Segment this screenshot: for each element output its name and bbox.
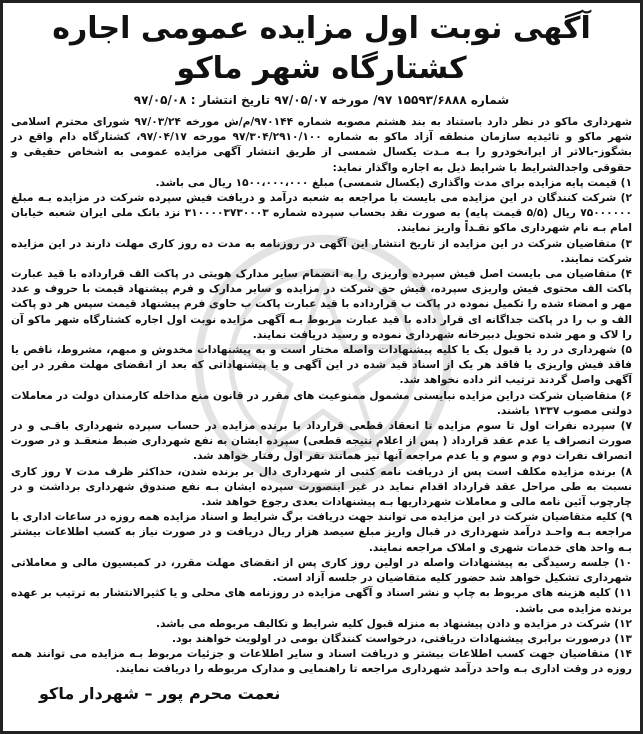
clause-9: ۹) کلیه متقاضیان شرکت در این مزایده می توانند جهت دریافت برگ شرایط و اسناد مزایده همه روزه در ساعات اداری با مراجعه بـه واحـد درآمد شهرداری در قبال واریز مبلغ سیصد هزار ریال دریافت و در صورت نیاز به کسب اطلاعات بیشتر بـه واحد های خدمات شهری و املاک مراجعه نمایند. bbox=[11, 511, 632, 554]
clause-4: ۴) متقاضیان می بایست اصل فیش سپرده واریزی را به انضمام سایر مدارک هویتی در پاکت الف قرارداده با قید عبارت پاکت الف محتوی فیش واریزی سپرده، فیش حق شرکت در مزایده و سایر مدارک و فرم پیشنهاد قیمت با حروف و عدد مهر و امضاء شده را تکمیل نموده در پاکت ب قرارداده با قید عبارت پاکت ب حاوی فرم پیشنهاد قیمت سپس هر دو پاکت الف و ب را در پاکت جداگانه ای قرار داده با قید عبارت مربوط بـه آگهی مزایده نوبت اول اجاره کشتارگاه شهر ماکو آن را لاک و مهر شده تحویل دبیرخانه شهرداری نموده و رسید دریافت نمایند. bbox=[11, 268, 632, 341]
clause-8: ۸) برنده مزایده مکلف است پس از دریافت نامه کتبی از شهرداری دال بر برنده شدن، حداکثر ظرف مدت ۷ روز کاری نسبت به طی مراحل عقد قرارداد اقدام نماید در غیر اینصورت سپرده ایشان بـه نفع صندوق شهرداری برداشت و در چارچوب آئین نامه مالی و معاملات شهرداریها بـه پیشنهادات بعدی رجوع خواهد شد. bbox=[11, 465, 632, 509]
signature: نعمت محرم پور – شهردار ماکو bbox=[39, 683, 281, 703]
clause-7: ۷) سپرده نفرات اول تا سوم مزایده تا انعقاد قطعی قرارداد با برنده مزایده در حساب سپرده شهرداری باقـی و در صورت انصراف یا عدم عقد قرارداد ( پس از اعلام نتیجه قطعی) سپرده ایشان به نفع شهرداری ضبط منعقـد و در صورت انصراف نفرات دوم و سوم و یا عدم مراجعه آنها نیز همانند نفر اول رفتار خواهد شد. bbox=[11, 420, 632, 463]
clause-2: ۲) شرکت کنندگان در این مزایده می بایست با مراجعه به شعبه درآمد و دریافت فیش سپرده شرکت در مزایده بـه مبلغ ۷۵۰۰۰۰۰۰ ریال (۵/۵ قیمت پایه) به صورت نقد بحساب سپرده شماره ۳۱۰۰۰۰۳۷۳۰۰۰۳ نزد بانک ملی ایران شعبه خیابان امام بـه نام شهرداری ماکو نقـداً واریز نمایند. bbox=[11, 192, 632, 235]
clause-6: ۶) متقاضیان شرکت دراین مزایده نبایستی مشمول ممنوعیت های مقرر در قانون منع مداخله کارمندان دولت در معاملات دولتی مصوب ۱۳۳۷ باشند. bbox=[11, 389, 632, 417]
clause-12: ۱۲) شرکت در مزایده و دادن پیشنهاد به منزله قبول کلیه شرایط و تکالیف مربوطه می باشد. bbox=[156, 617, 632, 630]
clause-3: ۳) متقاضیان شرکت در این مزایده از تاریخ انتشار این آگهی در روزنامه به مدت ده روز کاری مهلت دارند در این مزایده شرکت نمایند. bbox=[11, 237, 632, 265]
notice-body bbox=[11, 115, 632, 678]
clause-14: ۱۴) متقاضیان جهت کسب اطلاعات بیشتر و دریافت اسناد و سایر اطلاعات و جزئیات مربوط بـه مزایده می توانند همه روزه در وقت اداری بـه واحد درآمد شهرداری مراجعه تا راهنمایی و مدارک مربوطه را دریافت نمایند. bbox=[11, 648, 632, 676]
clause-11: ۱۱) کلیه هزینه های مربوط به چاپ و نشر اسناد و آگهی مزایده در روزنامه های محلی و یا کثیرالانتشار به ترتیب بر عهده برنده مزایده می باشد. bbox=[11, 587, 632, 615]
clause-10: ۱۰) جلسه رسیدگی به پیشنهادات واصله در اولین روز کاری پس از انقضای مهلت مقرر، در کمیسیون مالی و معاملاتی شهرداری تشکیل خواهد شد حضور کلیه متقاضیان در جلسه آزاد است. bbox=[11, 556, 632, 585]
issue-number-date: شماره ۱۵۵۹۳/۶۸۸۸ ۹۷/ مورخه ۹۷/۰۵/۰۷ تاریخ انتشار : ۹۷/۰۵/۰۸ bbox=[133, 93, 510, 107]
page-title: آگهی نوبت اول مزایده عمومی اجاره کشتارگاه شهر ماکو bbox=[52, 11, 591, 86]
clause-1: ۱) قیمت پایه مزایده برای مدت واگذاری (یکسال شمسی) مبلغ ۱۵۰۰،۰۰۰،۰۰۰ ریال می باشد. bbox=[155, 176, 632, 189]
clause-5: ۵) شهرداری در رد یا قبول یک یا کلیه پیشنهادات واصله مختار است و به پیشنهادات مخدوش و مبهم، مشروط، ناقص یا فاقد فیش واریزی یا فاقد هر یک از اسناد قید شده در این آگهی و یا پیشنهاداتی که بعد از انقضای مهلت مقرر در این آگهی واصل گردند ترتیب اثر داده نخواهد شد. bbox=[11, 344, 632, 387]
clause-13: ۱۳) درصورت برابری پیشنهادات دریافتی، درخواست کنندگان بومی در اولویت خواهند بود. bbox=[172, 632, 632, 645]
intro-paragraph: شهرداری ماکو در نظر دارد باستناد به بند هشتم مصوبه شماره ۹۷۰۱۴۴/م/ش مورخه ۹۷/۰۳/۲۴ شورای محترم اسلامی شهر ماکو و تائیدیه سازمان منطقه آزاد ماکو به شماره ۹۷/۳۰۴/۲۹۱۰/۱۰۰ مورخه ۹۷/۰۴/۱۷، کشتارگاه دام واقع در بشگوز-بالاتر از ایرانخودرو را بـه مـدت یکسال شمسی از طریق انتشار آگهی مزایده عمومی به اشخاص حقیقی و حقوقی واجدالشرایط با شرایط ذیل به اجاره واگذار نماید: bbox=[11, 116, 632, 174]
